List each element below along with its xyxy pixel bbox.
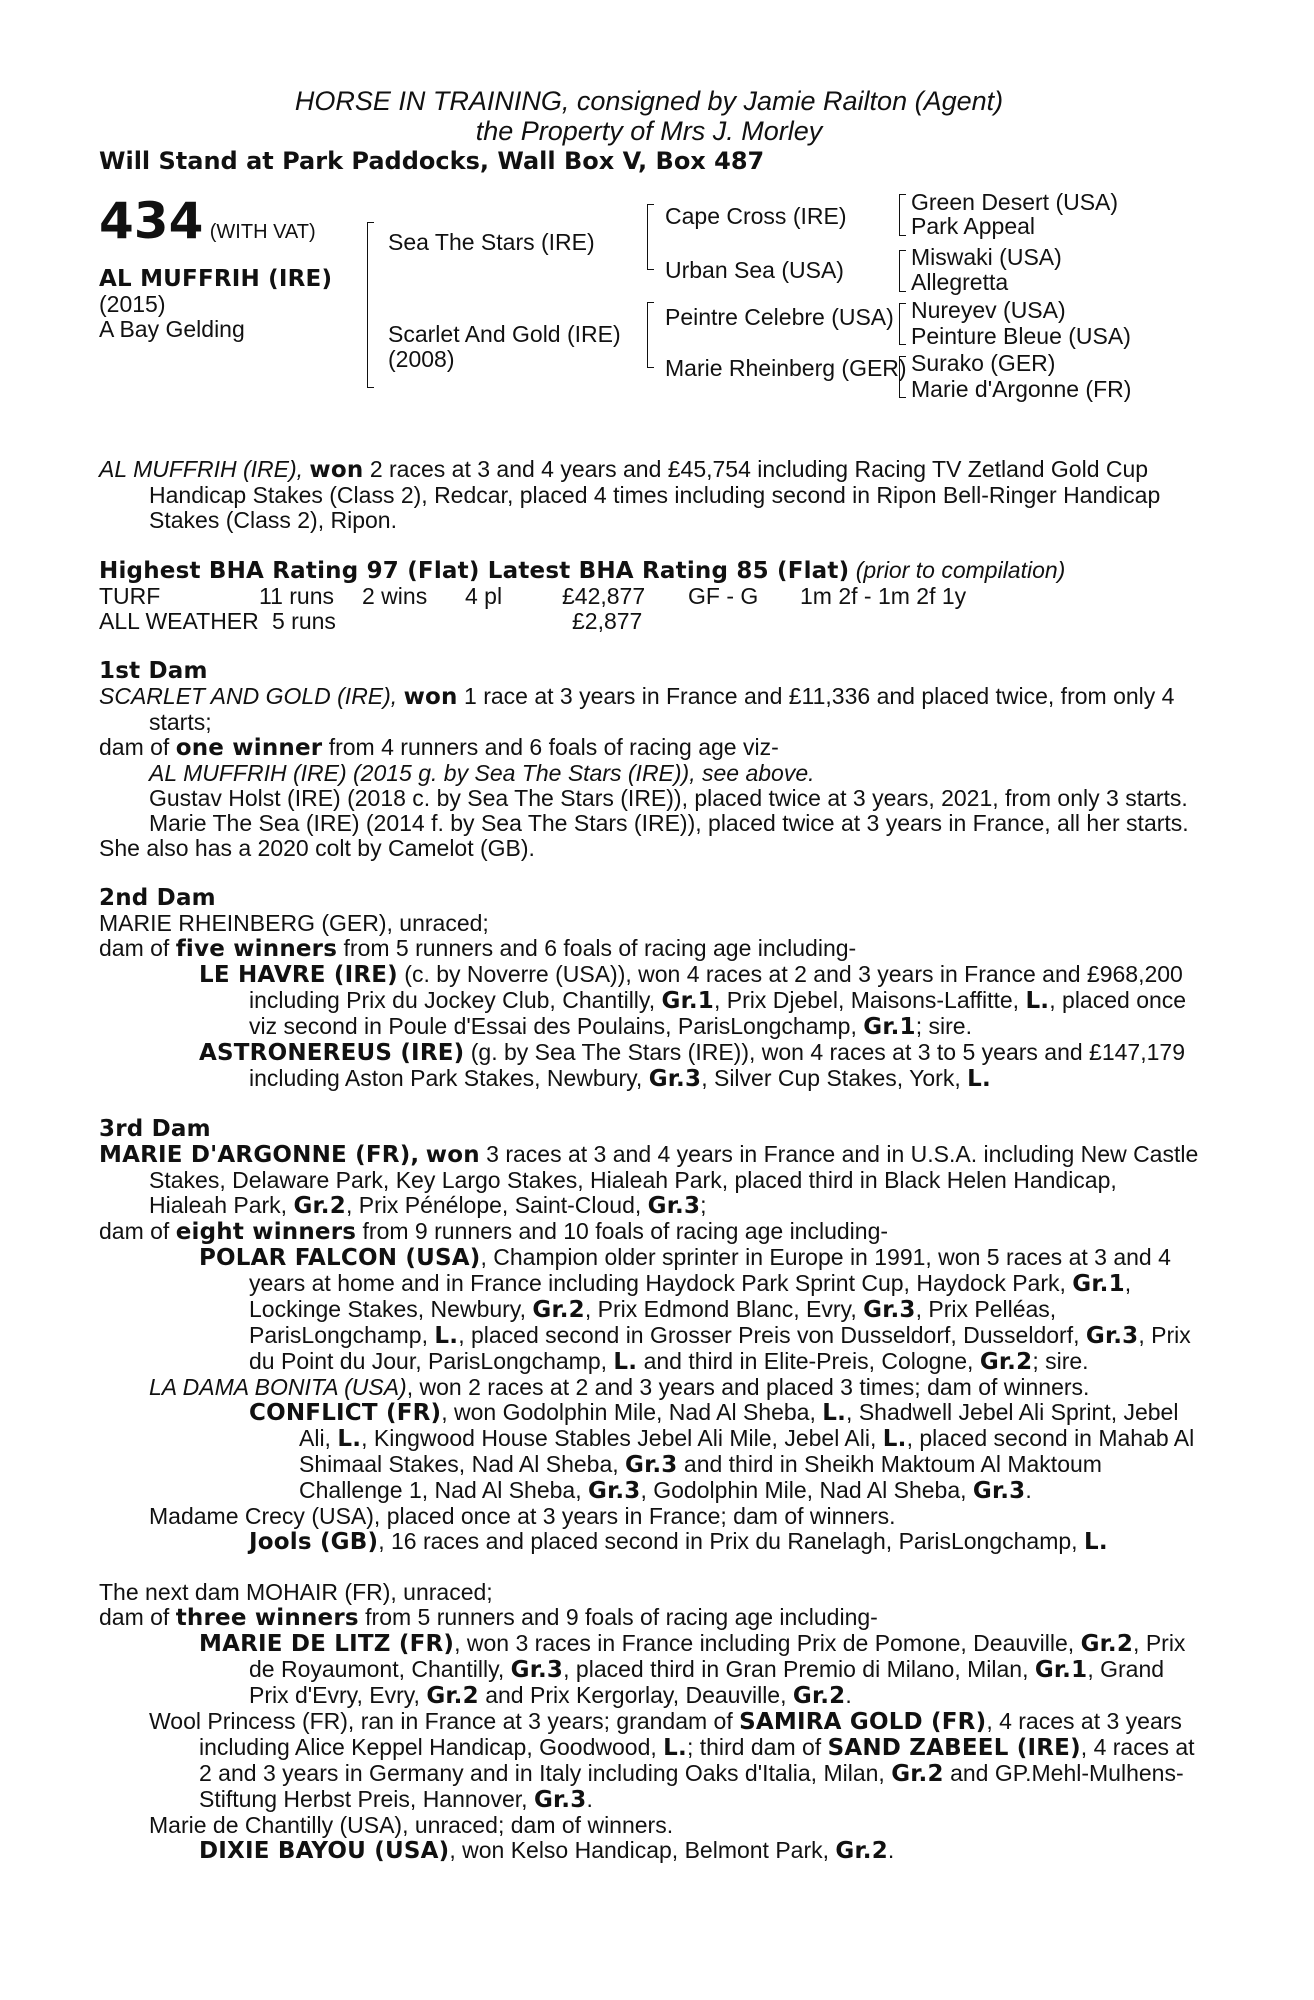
stabling-line: Will Stand at Park Paddocks, Wall Box V, Box 487 <box>99 147 765 175</box>
pedigree-ggp-5: Nureyev (USA) <box>911 297 1066 323</box>
pedigree-ggp-3: Miswaki (USA) <box>911 244 1062 270</box>
progeny-entry: AL MUFFRIH (IRE) (2015 g. by Sea The Stars (IRE)), see above. <box>149 760 815 786</box>
race-record-summary: AL MUFFRIH (IRE), won 2 races at 3 and 4 years and £45,754 including Racing TV Zetland Gold Cup Handicap Stakes (Class 2), Redcar, placed 4 times including second in Ripon Bell-Ringer Handicap Stakes (Class 2), Ripon. <box>99 456 1161 533</box>
progeny-entry: Jools (GB), 16 races and placed second in Prix du Ranelagh, ParisLongchamp, L. <box>249 1528 1108 1555</box>
pedigree-sire-sire: Cape Cross (IRE) <box>665 203 847 229</box>
consignor-line: HORSE IN TRAINING, consigned by Jamie Railton (Agent) <box>294 86 1004 116</box>
race-stats-table <box>99 584 966 634</box>
lot-number: 434 <box>99 192 204 250</box>
pedigree-dam-year: (2008) <box>388 346 455 372</box>
progeny-entry: Marie The Sea (IRE) (2014 f. by Sea The Stars (IRE)), placed twice at 3 years in France, all her starts. <box>149 810 1189 836</box>
pedigree-ggp-8: Marie d'Argonne (FR) <box>911 376 1132 402</box>
bha-rating: Highest BHA Rating 97 (Flat) Latest BHA Rating 85 (Flat) (prior to compilation) <box>99 557 1066 584</box>
brace-g3 <box>899 303 906 345</box>
progeny-entry: LE HAVRE (IRE) (c. by Noverre (USA)), won 4 races at 2 and 3 years in France and £968,200 including Prix du Jockey Club, Chantilly, Gr.1, Prix Djebel, Maisons-Laffitte, L., placed once viz second in Poule d'Essai des Poulains, ParisLongchamp, Gr.1; sire. <box>199 961 1187 1040</box>
pedigree-ggp-6: Peinture Bleue (USA) <box>911 323 1131 349</box>
pedigree-sire-dam: Urban Sea (USA) <box>665 257 844 283</box>
pedigree-ggp-4: Allegretta <box>911 269 1009 295</box>
progeny-entry: DIXIE BAYOU (USA), won Kelso Handicap, Belmont Park, Gr.2. <box>199 1837 895 1864</box>
horse-year: (2015) <box>99 291 166 317</box>
stats-row-all-weather: ALL WEATHER 5 runs £2,877 <box>99 608 643 634</box>
pedigree-sire: Sea The Stars (IRE) <box>388 229 595 255</box>
stats-row-turf: TURF 11 runs 2 wins 4 pl £42,877 GF - G 1m 2f - 1m 2f 1y <box>99 583 967 609</box>
progeny-entry: POLAR FALCON (USA), Champion older sprinter in Europe in 1991, won 5 races at 3 and 4 years at home and in France including Haydock Park Sprint Cup, Haydock Park, Gr.1, Lockinge Stakes, Newbury, Gr.2, Prix Edmond Blanc, Evry, Gr.3, Prix Pelléas, ParisLongchamp, L., placed second in Grosser Preis von Dusseldorf, Dusseldorf, Gr.3, Prix du Point du Jour, ParisLongchamp, L. and third in Elite-Preis, Cologne, Gr.2; sire. <box>199 1244 1191 1375</box>
brace-dam <box>647 302 654 368</box>
progeny-entry: ASTRONEREUS (IRE) (g. by Sea The Stars (IRE)), won 4 races at 3 to 5 years and £147,179 including Aston Park Stakes, Newbury, Gr.3, Silver Cup Stakes, York, L. <box>199 1039 1185 1092</box>
page-header <box>99 86 1199 176</box>
pedigree-dam-dam: Marie Rheinberg (GER) <box>665 355 907 381</box>
third-dam-heading: 3rd Dam <box>99 1116 211 1142</box>
horse-name: AL MUFFRIH (IRE) <box>99 266 333 292</box>
progeny-entry: Madame Crecy (USA), placed once at 3 years in France; dam of winners. <box>149 1503 896 1529</box>
pedigree-ggp-7: Surako (GER) <box>911 350 1056 376</box>
pedigree-dam: Scarlet And Gold (IRE) <box>388 321 621 347</box>
progeny-entry: Wool Princess (FR), ran in France at 3 years; grandam of SAMIRA GOLD (FR), 4 races at 3 years including Alice Keppel Handicap, Goodwood, L.; third dam of SAND ZABEEL (IRE), 4 races at 2 and 3 years in Germany and in Italy including Oaks d'Italia, Milan, Gr.2 and GP.Mehl-Mulhens-Stiftung Herbst Preis, Hannover, Gr.3. <box>149 1708 1195 1813</box>
brace-main <box>367 222 374 388</box>
brace-sire <box>647 204 654 270</box>
vat-note: (WITH VAT) <box>209 221 316 243</box>
property-line: the Property of Mrs J. Morley <box>475 116 823 146</box>
brace-g1 <box>899 194 906 236</box>
catalogue-page <box>99 86 1199 1864</box>
next-dam-section: The next dam MOHAIR (FR), unraced; dam of three winners from 5 runners and 9 foals of racing age including- MARIE DE LITZ (FR), won 3 races in France including Prix de Pomone, Deauville, Gr.2, Prix de Royaumont, Chantilly, Gr.3, placed third in Gran Premio di Milano, Milan, Gr.1, Grand Prix d'Evry, Evry, Gr.2 and Prix Kergorlay, Deauville, Gr.2. Wool Princess (FR), ran in France at 3 years; grandam of SAMIRA GOLD (FR), 4 races at 3 years including Alice Keppel Handicap, Goodwood, L.; third dam of SAND ZABEEL (IRE), 4 races at 2 and 3 years in Germany and in Italy including Oaks d'Italia, Milan, Gr.2 and GP.Mehl-Mulhens-Stiftung Herbst Preis, Hannover, Gr.3. Marie de Chantilly (USA), unraced; dam of winners. DIXIE BAYOU (USA), won Kelso Handicap, Belmont Park, Gr.2. <box>99 1580 1199 1864</box>
horse-description: A Bay Gelding <box>99 316 245 342</box>
pedigree-ggp-1: Green Desert (USA) <box>911 189 1119 215</box>
progeny-entry: Gustav Holst (IRE) (2018 c. by Sea The Stars (IRE)), placed twice at 3 years, 2021, from only 3 starts. <box>149 785 1188 811</box>
second-dam-section: 2nd Dam MARIE RHEINBERG (GER), unraced; dam of five winners from 5 runners and 6 foals of racing age including- LE HAVRE (IRE) (c. by Noverre (USA)), won 4 races at 2 and 3 years in France and £968,200 including Prix du Jockey Club, Chantilly, Gr.1, Prix Djebel, Maisons-Laffitte, L., placed once viz second in Poule d'Essai des Poulains, ParisLongchamp, Gr.1; sire. ASTRONEREUS (IRE) (g. by Sea The Stars (IRE)), won 4 races at 3 to 5 years and £147,179 including Aston Park Stakes, Newbury, Gr.3, Silver Cup Stakes, York, L. <box>99 886 1199 1092</box>
pedigree-dam-sire: Peintre Celebre (USA) <box>665 304 894 330</box>
pedigree-ggp-2: Park Appeal <box>911 213 1036 239</box>
first-dam-heading: 1st Dam <box>99 658 208 684</box>
third-dam-section: 3rd Dam MARIE D'ARGONNE (FR), won 3 races at 3 and 4 years in France and in U.S.A. including New Castle Stakes, Delaware Park, Key Largo Stakes, Hialeah Park, placed third in Black Helen Handicap, Hialeah Park, Gr.2, Prix Pénélope, Saint-Cloud, Gr.3; dam of eight winners from 9 runners and 10 foals of racing age including- POLAR FALCON (USA), Champion older sprinter in Europe in 1991, won 5 races at 3 and 4 years at home and in France including Haydock Park Sprint Cup, Haydock Park, Gr.1, Lockinge Stakes, Newbury, Gr.2, Prix Edmond Blanc, Evry, Gr.3, Prix Pelléas, ParisLongchamp, L., placed second in Grosser Preis von Dusseldorf, Dusseldorf, Gr.3, Prix du Point du Jour, ParisLongchamp, L. and third in Elite-Preis, Cologne, Gr.2; sire. LA DAMA BONITA (USA), won 2 races at 2 and 3 years and placed 3 times; dam of winners. CONFLICT (FR), won Godolphin Mile, Nad Al Sheba, L., Shadwell Jebel Ali Sprint, Jebel Ali, L., Kingwood House Stables Jebel Ali Mile, Jebel Ali, L., placed second in Mahab Al Shimaal Stakes, Nad Al Sheba, Gr.3 and third in Sheikh Maktoum Al Maktoum Challenge 1, Nad Al Sheba, Gr.3, Godolphin Mile, Nad Al Sheba, Gr.3. Madame Crecy (USA), placed once at 3 years in France; dam of winners. Jools (GB), 16 races and placed second in Prix du Ranelagh, ParisLongchamp, L. <box>99 1116 1199 1555</box>
second-dam-heading: 2nd Dam <box>99 885 216 911</box>
progeny-entry: LA DAMA BONITA (USA), won 2 races at 2 and 3 years and placed 3 times; dam of winners. <box>149 1374 1090 1400</box>
pedigree-block <box>99 189 1199 457</box>
brace-g2 <box>899 250 906 292</box>
progeny-entry: Marie de Chantilly (USA), unraced; dam of winners. <box>149 1812 674 1838</box>
progeny-entry: CONFLICT (FR), won Godolphin Mile, Nad Al Sheba, L., Shadwell Jebel Ali Sprint, Jebel Ali, L., Kingwood House Stables Jebel Ali Mile, Jebel Ali, L., placed second in Mahab Al Shimaal Stakes, Nad Al Sheba, Gr.3 and third in Sheikh Maktoum Al Maktoum Challenge 1, Nad Al Sheba, Gr.3, Godolphin Mile, Nad Al Sheba, Gr.3. <box>249 1399 1195 1504</box>
first-dam-section: 1st Dam SCARLET AND GOLD (IRE), won 1 race at 3 years in France and £11,336 and placed twice, from only 4 starts; dam of one winner from 4 runners and 6 foals of racing age viz- AL MUFFRIH (IRE) (2015 g. by Sea The Stars (IRE)), see above. Gustav Holst (IRE) (2018 c. by Sea The Stars (IRE)), placed twice at 3 years, 2021, from only 3 starts. Marie The Sea (IRE) (2014 f. by Sea The Stars (IRE)), placed twice at 3 years in France, all her starts. She also has a 2020 colt by Camelot (GB). <box>99 659 1199 861</box>
brace-g4 <box>899 356 906 398</box>
progeny-entry: MARIE DE LITZ (FR), won 3 races in France including Prix de Pomone, Deauville, Gr.2, Prix de Royaumont, Chantilly, Gr.3, placed third in Gran Premio di Milano, Milan, Gr.1, Grand Prix d'Evry, Evry, Gr.2 and Prix Kergorlay, Deauville, Gr.2. <box>199 1630 1186 1709</box>
lot-number-row <box>99 192 316 250</box>
